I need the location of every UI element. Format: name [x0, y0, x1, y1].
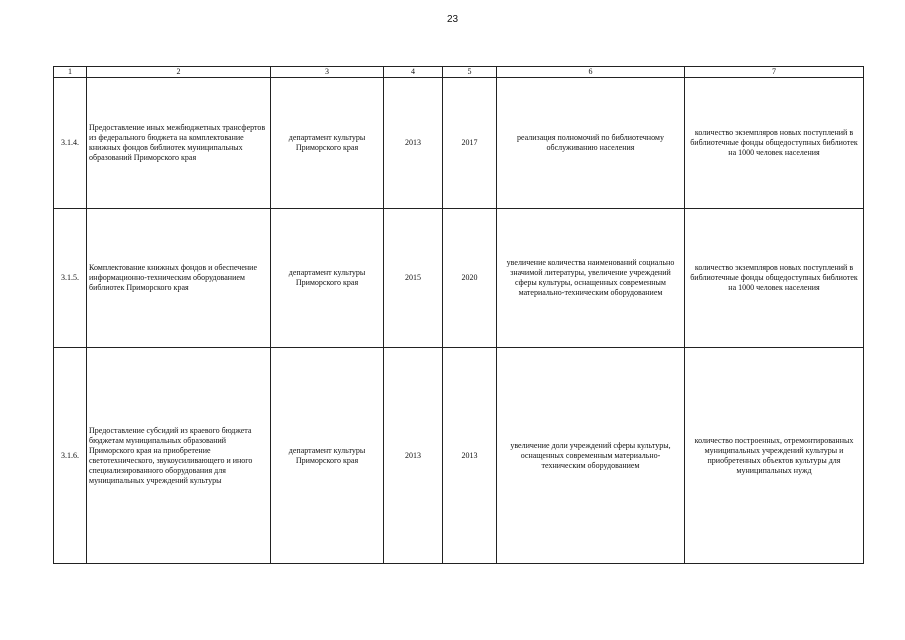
executor: департамент культуры Приморского края [271, 78, 384, 209]
measure-name: Комплектование книжных фондов и обеспечение информационно-техническим оборудованием библиотек Приморского края [87, 209, 271, 348]
indicator: количество экземпляров новых поступлений в библиотечные фонды общедоступных библиотек на 1000 человек населения [685, 209, 864, 348]
row-code: 3.1.4. [54, 78, 87, 209]
expected-result: увеличение доли учреждений сферы культуры, оснащенных современным материально-техническим оборудованием [497, 348, 685, 564]
measure-name: Предоставление субсидий из краевого бюджета бюджетам муниципальных образований Приморского края на приобретение светотехнического, звукоусиливающего и иного специализированного оборудования для муниципальных учреждений культуры [87, 348, 271, 564]
table-row [54, 78, 864, 209]
header-col-3: 3 [271, 67, 384, 78]
measure-name: Предоставление иных межбюджетных трансфертов из федерального бюджета на комплектование книжных фондов библиотек муниципальных образований Приморского края [87, 78, 271, 209]
end-year: 2013 [443, 348, 497, 564]
indicator: количество построенных, отремонтированных муниципальных учреждений культуры и приобретенных объектов культуры для муниципальных нужд [685, 348, 864, 564]
header-col-7: 7 [685, 67, 864, 78]
start-year: 2015 [384, 209, 443, 348]
header-col-4: 4 [384, 67, 443, 78]
start-year: 2013 [384, 78, 443, 209]
header-col-5: 5 [443, 67, 497, 78]
row-code: 3.1.6. [54, 348, 87, 564]
header-col-6: 6 [497, 67, 685, 78]
program-measures-table [53, 66, 864, 564]
page-number: 23 [446, 14, 459, 25]
row-code: 3.1.5. [54, 209, 87, 348]
expected-result: увеличение количества наименований социально значимой литературы, увеличение учреждений сферы культуры, оснащенных современным материально-техническим оборудованием [497, 209, 685, 348]
expected-result: реализация полномочий по библиотечному обслуживанию населения [497, 78, 685, 209]
header-row [54, 67, 864, 78]
table-row [54, 348, 864, 564]
end-year: 2017 [443, 78, 497, 209]
executor: департамент культуры Приморского края [271, 209, 384, 348]
executor: департамент культуры Приморского края [271, 348, 384, 564]
start-year: 2013 [384, 348, 443, 564]
header-col-2: 2 [87, 67, 271, 78]
header-col-1: 1 [54, 67, 87, 78]
table-row [54, 209, 864, 348]
indicator: количество экземпляров новых поступлений в библиотечные фонды общедоступных библиотек на 1000 человек населения [685, 78, 864, 209]
end-year: 2020 [443, 209, 497, 348]
